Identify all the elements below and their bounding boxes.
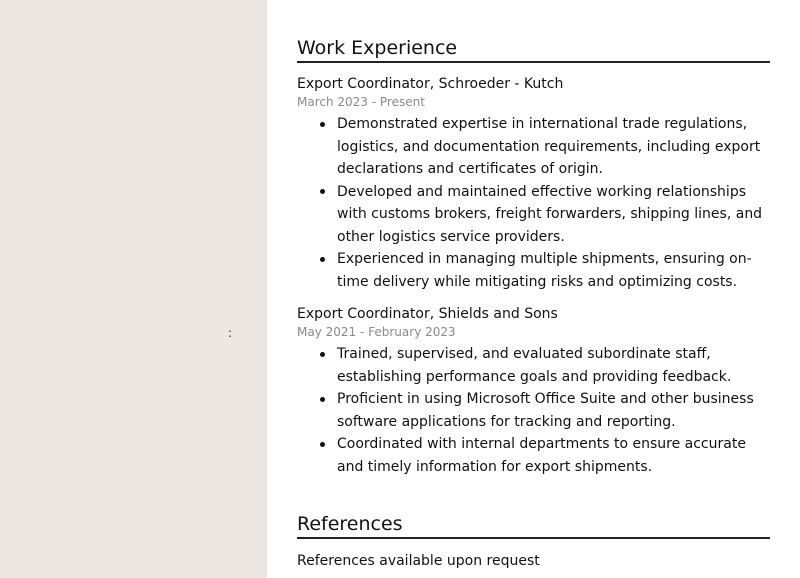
job-bullet: Experienced in managing multiple shipments, ensuring on-time delivery while mitigating risks and optimizing costs. xyxy=(297,248,770,293)
references-heading: References xyxy=(297,513,403,535)
work-experience-divider xyxy=(297,61,770,63)
job-bullet: Proficient in using Microsoft Office Suite and other business software applications for tracking and reporting. xyxy=(297,388,770,433)
sidebar-mark: : xyxy=(228,326,233,340)
job-bullet: Coordinated with internal departments to ensure accurate and timely information for export shipments. xyxy=(297,433,770,478)
job-bullet-list xyxy=(297,113,770,293)
references-divider xyxy=(297,537,770,539)
job-title: Export Coordinator, Shields and Sons xyxy=(297,306,558,322)
sidebar-panel xyxy=(0,0,267,578)
job-bullet-list xyxy=(297,343,770,478)
job-dates: March 2023 - Present xyxy=(297,95,425,109)
job-dates: May 2021 - February 2023 xyxy=(297,325,456,339)
job-title: Export Coordinator, Schroeder - Kutch xyxy=(297,76,564,92)
job-bullet: Trained, supervised, and evaluated subordinate staff, establishing performance goals and providing feedback. xyxy=(297,343,770,388)
references-text: References available upon request xyxy=(297,553,540,569)
work-experience-heading: Work Experience xyxy=(297,37,458,59)
job-bullet: Developed and maintained effective working relationships with customs brokers, freight forwarders, shipping lines, and other logistics service providers. xyxy=(297,181,770,249)
job-bullet: Demonstrated expertise in international trade regulations, logistics, and documentation requirements, including export declarations and certificates of origin. xyxy=(297,113,770,181)
